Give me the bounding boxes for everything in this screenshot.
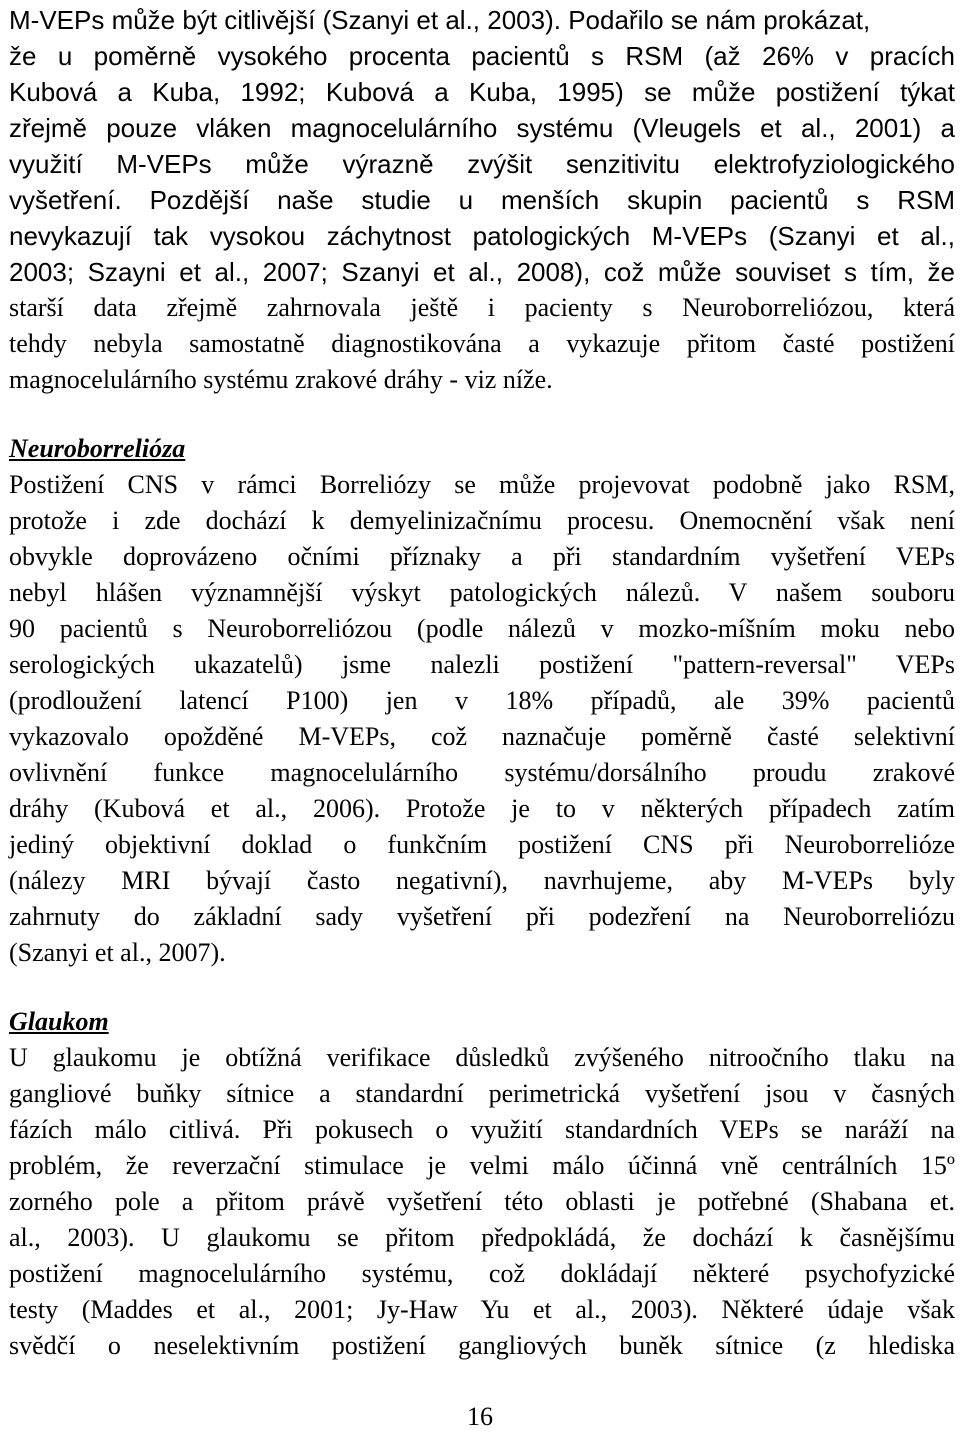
text-line: zřejmě pouze vláken magnocelulárního systému (Vleugels et al., 2001) a — [9, 113, 955, 143]
text-line: 2003; Szayni et al., 2007; Szanyi et al., 2008), což může souviset s tím, že — [9, 257, 955, 287]
text-line: využití M-VEPs může výrazně zvýšit senzitivitu elektrofyziologického — [9, 149, 955, 179]
text-line: 90 pacientů s Neuroborreliózou (podle nálezů v mozko-míšním moku nebo — [9, 614, 955, 643]
text-line: jediný objektivní doklad o funkčním postižení CNS při Neuroborrelióze — [9, 830, 955, 859]
page-number: 16 — [467, 1402, 493, 1431]
text-line: nebyl hlášen významnější výskyt patologických nálezů. V našem souboru — [9, 578, 955, 607]
text-line: že u poměrně vysokého procenta pacientů s RSM (až 26% v pracích — [9, 41, 955, 71]
text-line: protože i zde dochází k demyelinizačnímu procesu. Onemocnění však není — [9, 506, 955, 535]
text-line: serologických ukazatelů) jsme nalezli postižení "pattern-reversal" VEPs — [9, 650, 955, 679]
text-line: M-VEPs může být citlivější (Szanyi et al., 2003). Podařilo se nám prokázat, — [9, 5, 871, 35]
section-heading-neuroborrelioza — [9, 431, 955, 467]
paragraph-intro — [9, 2, 955, 398]
text-line: fázích málo citlivá. Při pokusech o využití standardních VEPs se naráží na — [9, 1115, 955, 1144]
section-heading-glaukom — [9, 1004, 955, 1040]
text-line: tehdy nebyla samostatně diagnostikována a vykazuje přitom časté postižení — [9, 329, 955, 358]
text-line: obvykle doprovázeno očními příznaky a při standardním vyšetření VEPs — [9, 542, 955, 571]
text-line: testy (Maddes et al., 2001; Jy-Haw Yu et al., 2003). Některé údaje však — [9, 1295, 955, 1324]
text-line: postižení magnocelulárního systému, což dokládají některé psychofyzické — [9, 1259, 955, 1288]
text-line: nevykazují tak vysokou záchytnost patologických M-VEPs (Szanyi et al., — [9, 221, 955, 251]
text-line: starší data zřejmě zahrnovala ještě i pacienty s Neuroborreliózou, která — [9, 293, 955, 322]
text-line: zahrnuty do základní sady vyšetření při podezření na Neuroborreliózu — [9, 902, 955, 931]
text-line: zorného pole a přitom právě vyšetření této oblasti je potřebné (Shabana et. — [9, 1187, 955, 1216]
text-line: vykazovalo opožděné M-VEPs, což naznačuje poměrně časté selektivní — [9, 722, 955, 751]
text-line: Postižení CNS v rámci Borreliózy se může projevovat podobně jako RSM, — [9, 470, 955, 499]
paragraph-glaukom — [9, 1040, 955, 1364]
text-line: ovlivnění funkce magnocelulárního systému/dorsálního proudu zrakové — [9, 758, 955, 787]
text-line: problém, že reverzační stimulace je velmi málo účinná vně centrálních 15º — [9, 1151, 955, 1180]
text-line: svědčí o neselektivním postižení gangliových buněk sítnice (z hlediska — [9, 1331, 955, 1360]
text-line: Kubová a Kuba, 1992; Kubová a Kuba, 1995) se může postižení týkat — [9, 77, 955, 107]
text-line: (Szanyi et al., 2007). — [9, 938, 226, 967]
text-line: al., 2003). U glaukomu se přitom předpokládá, že dochází k časnějšímu — [9, 1223, 955, 1252]
text-line: U glaukomu je obtížná verifikace důsledků zvýšeného nitroočního tlaku na — [9, 1043, 955, 1072]
paragraph-neuroborrelioza — [9, 467, 955, 971]
text-line: (nálezy MRI bývají často negativní), navrhujeme, aby M-VEPs byly — [9, 866, 955, 895]
text-line: dráhy (Kubová et al., 2006). Protože je to v některých případech zatím — [9, 794, 955, 823]
heading-text: Neuroborrelióza — [9, 434, 186, 463]
heading-text: Glaukom — [9, 1007, 109, 1036]
text-line: vyšetření. Pozdější naše studie u menších skupin pacientů s RSM — [9, 185, 955, 215]
text-line: magnocelulárního systému zrakové dráhy - viz níže. — [9, 365, 553, 394]
text-line: gangliové buňky sítnice a standardní perimetrická vyšetření jsou v časných — [9, 1079, 955, 1108]
text-line: (prodloužení latencí P100) jen v 18% případů, ale 39% pacientů — [9, 686, 955, 715]
